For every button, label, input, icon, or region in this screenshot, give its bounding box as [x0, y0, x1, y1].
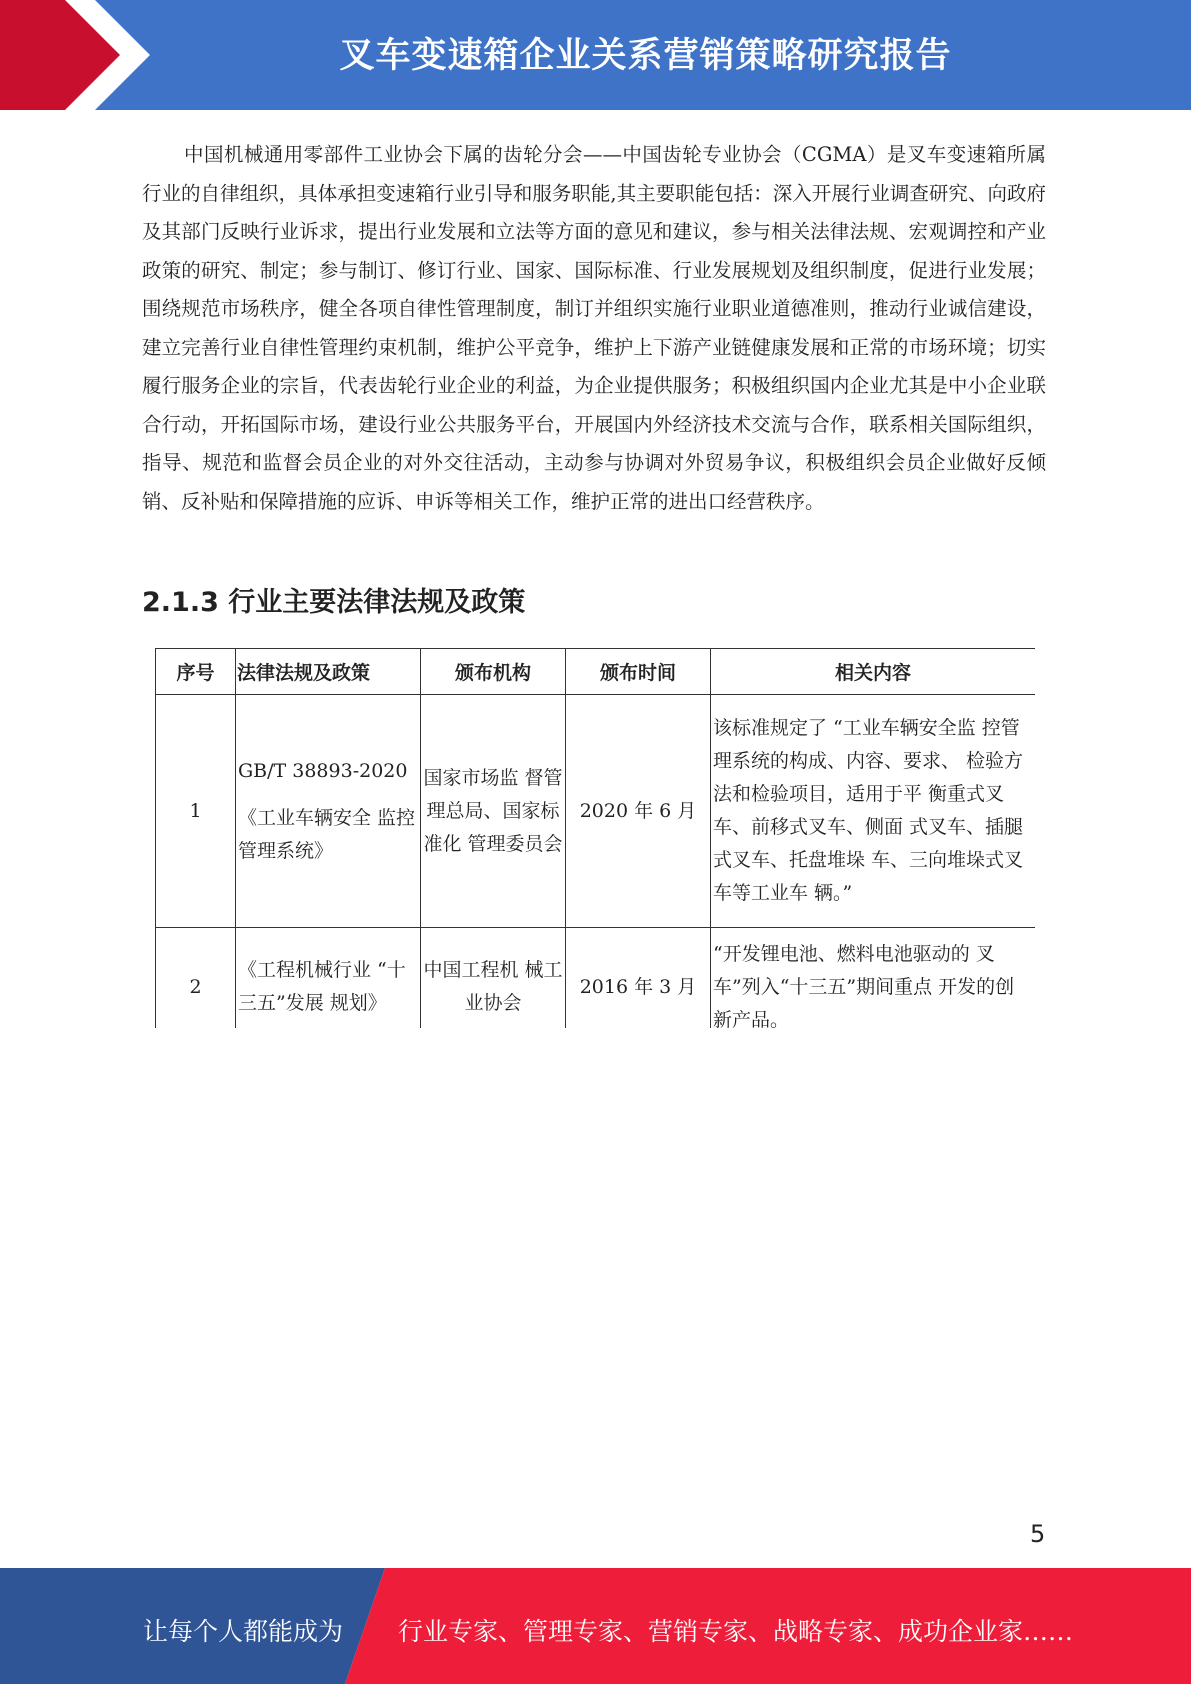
cell-content: “开发锂电池、燃料电池驱动的 叉车”列入“十三五”期间重点 开发的创新产品。: [711, 928, 1036, 1029]
footer-slogan-left: 让每个人都能成为: [143, 1617, 344, 1646]
header-banner: [0, 0, 1191, 110]
report-title: 叉车变速箱企业关系营销策略研究报告: [339, 36, 952, 76]
table-row: [156, 928, 1036, 1029]
cell-content: 该标准规定了 “工业车辆安全监 控管理系统的构成、内容、要求、 检验方法和检验项目，适用于平 衡重式叉车、前移式叉车、侧面 式叉车、插腿式叉车、托盘堆垛 车、三向堆垛式叉车等工业车 辆。”: [711, 695, 1036, 928]
footer-slogan-right: 行业专家、管理专家、营销专家、战略专家、成功企业家……: [398, 1617, 1074, 1646]
header-date: 颁布时间: [566, 649, 711, 695]
cell-no: 2: [156, 928, 236, 1029]
cell-law: [236, 695, 421, 928]
footer-banner: [0, 1568, 1191, 1684]
law-name: 《工业车辆安全 监控管理系统》: [238, 806, 416, 862]
header-law: 法律法规及政策: [236, 649, 421, 695]
laws-table-container: [155, 648, 1035, 1028]
cell-no: 1: [156, 695, 236, 928]
header-content: 相关内容: [711, 649, 1036, 695]
header-no: 序号: [156, 649, 236, 695]
section-heading: 2.1.3 行业主要法律法规及政策: [142, 587, 526, 618]
cell-date: 2016 年 3 月: [566, 928, 711, 1029]
cell-law: 《工程机械行业 “十三五”发展 规划》: [236, 928, 421, 1029]
table-row: [156, 695, 1036, 928]
table-header-row: [156, 649, 1036, 695]
cell-date: 2020 年 6 月: [566, 695, 711, 928]
laws-table: [155, 648, 1035, 1028]
page-number: 5: [1030, 1520, 1046, 1548]
cell-agency: 中国工程机 械工业协会: [421, 928, 566, 1029]
law-code: GB/T 38893-2020: [238, 759, 408, 782]
body-paragraph: 中国机械通用零部件工业协会下属的齿轮分会——中国齿轮专业协会（CGMA）是叉车变速箱所属行业的自律组织，具体承担变速箱行业引导和服务职能,其主要职能包括：深入开展行业调查研究、向政府及其部门反映行业诉求，提出行业发展和立法等方面的意见和建议，参与相关法律法规、宏观调控和产业政策的研究、制定；参与制订、修订行业、国家、国际标准、行业发展规划及组织制度，促进行业发展；围绕规范市场秩序，健全各项自律性管理制度，制订并组织实施行业职业道德准则，推动行业诚信建设，建立完善行业自律性管理约束机制，维护公平竞争，维护上下游产业链健康发展和正常的市场环境；切实履行服务企业的宗旨，代表齿轮行业企业的利益，为企业提供服务；积极组织国内企业尤其是中小企业联合行动，开拓国际市场，建设行业公共服务平台，开展国内外经济技术交流与合作，联系相关国际组织，指导、规范和监督会员企业的对外交往活动，主动参与协调对外贸易争议，积极组织会员企业做好反倾销、反补贴和保障措施的应诉、申诉等相关工作，维护正常的进出口经营秩序。: [142, 143, 1046, 513]
header-agency: 颁布机构: [421, 649, 566, 695]
cell-agency: 国家市场监 督管理总局、国家标准化 管理委员会: [421, 695, 566, 928]
